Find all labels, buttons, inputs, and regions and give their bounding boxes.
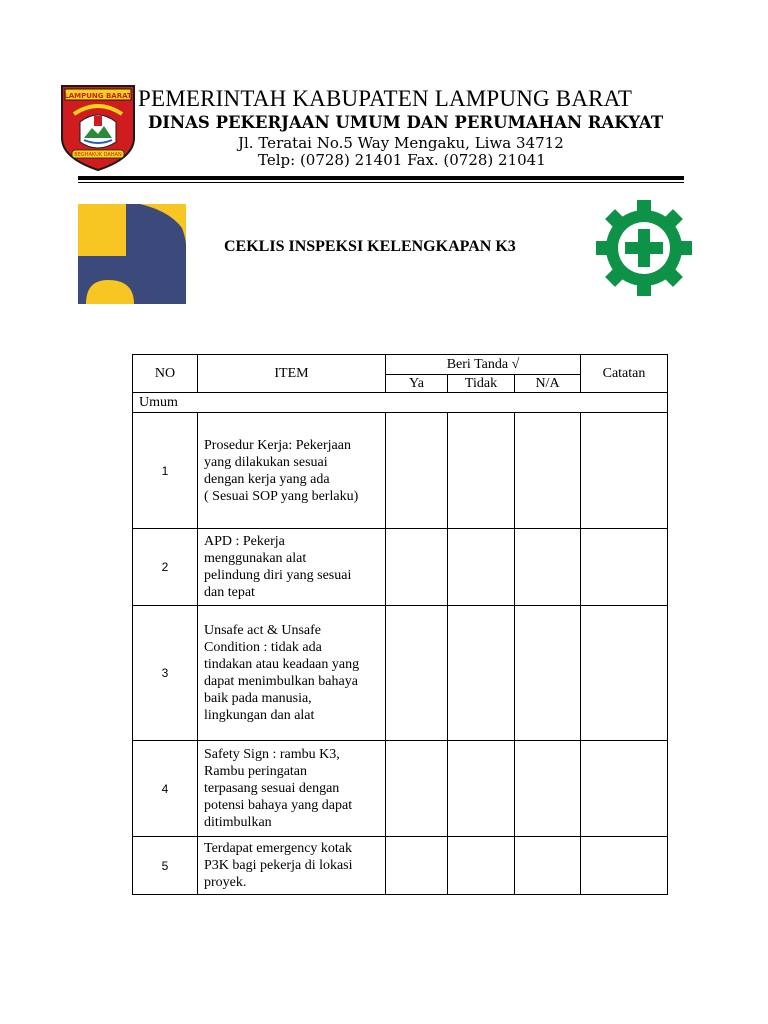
row-item <box>198 606 386 741</box>
row-item <box>198 741 386 837</box>
header-yes: Ya <box>386 375 448 393</box>
k3-safety-gear-icon <box>592 198 696 298</box>
item-line: Terdapat emergency kotak <box>204 841 353 856</box>
header-no: NO <box>133 355 198 393</box>
no-checkbox-cell[interactable] <box>448 413 515 529</box>
table-row <box>133 413 668 529</box>
lampung-barat-crest <box>60 84 136 172</box>
yes-checkbox-cell[interactable] <box>386 837 448 895</box>
section-general: Umum <box>133 393 668 413</box>
item-line: dapat menimbulkan bahaya <box>204 674 358 689</box>
na-checkbox-cell[interactable] <box>515 606 581 741</box>
crest-motto: BEGHAKUK DAHAN <box>74 152 122 158</box>
row-number: 4 <box>133 741 198 837</box>
letterhead-divider-thin <box>78 182 684 183</box>
letterhead-divider <box>78 176 684 180</box>
department-title: DINAS PEKERJAAN UMUM DAN PERUMAHAN RAKYAT <box>148 113 664 132</box>
row-number: 5 <box>133 837 198 895</box>
item-line: Condition : tidak ada <box>204 640 322 655</box>
government-title: PEMERINTAH KABUPATEN LAMPUNG BARAT <box>138 86 633 111</box>
na-checkbox-cell[interactable] <box>515 529 581 606</box>
item-line: yang dilakukan sesuai <box>204 454 328 470</box>
item-line: dengan kerja yang ada <box>204 471 330 487</box>
notes-cell[interactable] <box>581 529 668 606</box>
notes-cell[interactable] <box>581 606 668 741</box>
item-line: pelindung diri yang sesuai <box>204 568 352 583</box>
no-checkbox-cell[interactable] <box>448 837 515 895</box>
notes-cell[interactable] <box>581 837 668 895</box>
notes-cell[interactable] <box>581 413 668 529</box>
item-line: dan tepat <box>204 585 255 600</box>
header-no-option: Tidak <box>448 375 515 393</box>
item-line: ditimbulkan <box>204 815 272 830</box>
item-line: Rambu peringatan <box>204 764 308 779</box>
document-title: CEKLIS INSPEKSI KELENGKAPAN K3 <box>224 238 516 255</box>
table-row <box>133 741 668 837</box>
item-line: menggunakan alat <box>204 551 307 566</box>
na-checkbox-cell[interactable] <box>515 837 581 895</box>
address: Jl. Teratai No.5 Way Mengaku, Liwa 34712 <box>238 134 564 152</box>
item-line: proyek. <box>204 875 247 890</box>
item-line: APD : Pekerja <box>204 534 285 549</box>
yes-checkbox-cell[interactable] <box>386 529 448 606</box>
item-line: P3K bagi pekerja di lokasi <box>204 858 353 873</box>
header-notes: Catatan <box>581 355 668 393</box>
item-line: Safety Sign : rambu K3, <box>204 747 340 762</box>
no-checkbox-cell[interactable] <box>448 529 515 606</box>
header-na: N/A <box>515 375 581 393</box>
crest-label: LAMPUNG BARAT <box>64 92 132 100</box>
header-check-mark: Beri Tanda √ <box>386 355 581 375</box>
table-row <box>133 606 668 741</box>
yes-checkbox-cell[interactable] <box>386 606 448 741</box>
row-number: 3 <box>133 606 198 741</box>
item-line: baik pada manusia, <box>204 691 312 706</box>
item-line: potensi bahaya yang dapat <box>204 798 353 813</box>
notes-cell[interactable] <box>581 741 668 837</box>
table-row <box>133 529 668 606</box>
item-line: Prosedur Kerja: Pekerjaan <box>204 437 351 453</box>
row-number: 2 <box>133 529 198 606</box>
yes-checkbox-cell[interactable] <box>386 413 448 529</box>
phone-fax: Telp: (0728) 21401 Fax. (0728) 21041 <box>258 151 546 169</box>
row-number: 1 <box>133 413 198 529</box>
row-item <box>198 413 386 529</box>
na-checkbox-cell[interactable] <box>515 413 581 529</box>
row-item <box>198 837 386 895</box>
no-checkbox-cell[interactable] <box>448 741 515 837</box>
row-item <box>198 529 386 606</box>
pu-logo <box>78 204 186 304</box>
na-checkbox-cell[interactable] <box>515 741 581 837</box>
table-row <box>133 837 668 895</box>
item-line: Unsafe act & Unsafe <box>204 623 322 638</box>
yes-checkbox-cell[interactable] <box>386 741 448 837</box>
header-item: ITEM <box>198 355 386 393</box>
item-line: ( Sesuai SOP yang berlaku) <box>204 488 359 504</box>
item-line: tindakan atau keadaan yang <box>204 657 360 672</box>
no-checkbox-cell[interactable] <box>448 606 515 741</box>
item-line: lingkungan dan alat <box>204 708 315 723</box>
checklist-table <box>132 354 668 895</box>
item-line: terpasang sesuai dengan <box>204 781 340 796</box>
